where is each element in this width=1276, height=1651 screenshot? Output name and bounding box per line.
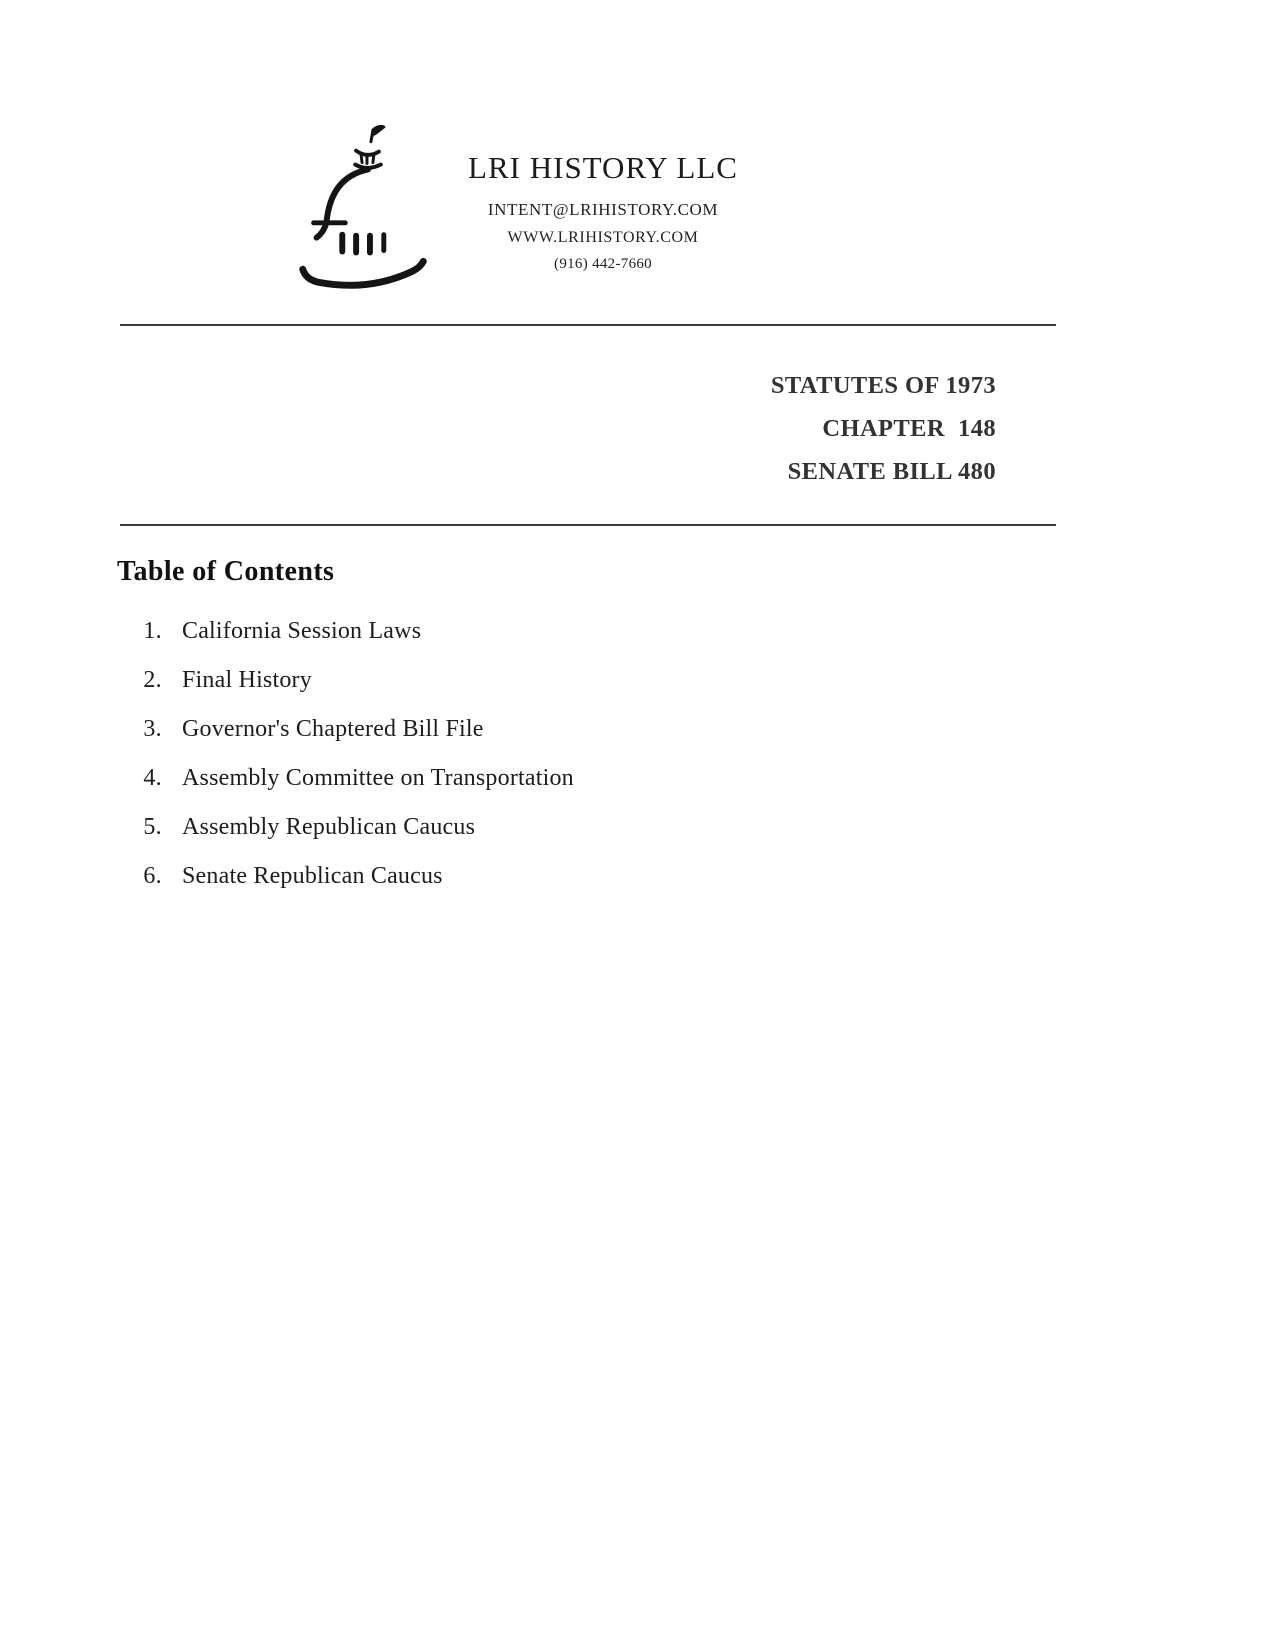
- statutes-year-line: STATUTES OF 1973: [770, 372, 996, 399]
- toc-heading: Table of Contents: [117, 556, 335, 587]
- toc-item: 5. Assembly Republican Caucus: [168, 814, 920, 841]
- toc-item: 3. Governor's Chaptered Bill File: [168, 716, 920, 743]
- letterhead: [438, 150, 768, 273]
- company-name: LRI HISTORY LLC: [468, 150, 738, 185]
- company-phone: (916) 442-7660: [554, 256, 652, 272]
- chapter-line: CHAPTER 148: [822, 415, 996, 442]
- toc-item: 6. Senate Republican Caucus: [168, 863, 920, 890]
- senate-bill-line: SENATE BILL 480: [787, 458, 996, 485]
- company-website: WWW.LRIHISTORY.COM: [507, 229, 699, 246]
- company-email: INTENT@LRIHISTORY.COM: [487, 200, 719, 219]
- toc-item: 2. Final History: [168, 667, 920, 694]
- toc-item: 1. California Session Laws: [168, 618, 920, 645]
- capitol-dome-icon: [296, 124, 436, 292]
- company-logo: [296, 124, 436, 292]
- statute-title-block: [771, 364, 996, 493]
- divider-bottom: [120, 524, 1056, 526]
- toc-item: 4. Assembly Committee on Transportation: [168, 765, 920, 792]
- divider-top: [120, 324, 1056, 326]
- toc-list: [120, 618, 920, 912]
